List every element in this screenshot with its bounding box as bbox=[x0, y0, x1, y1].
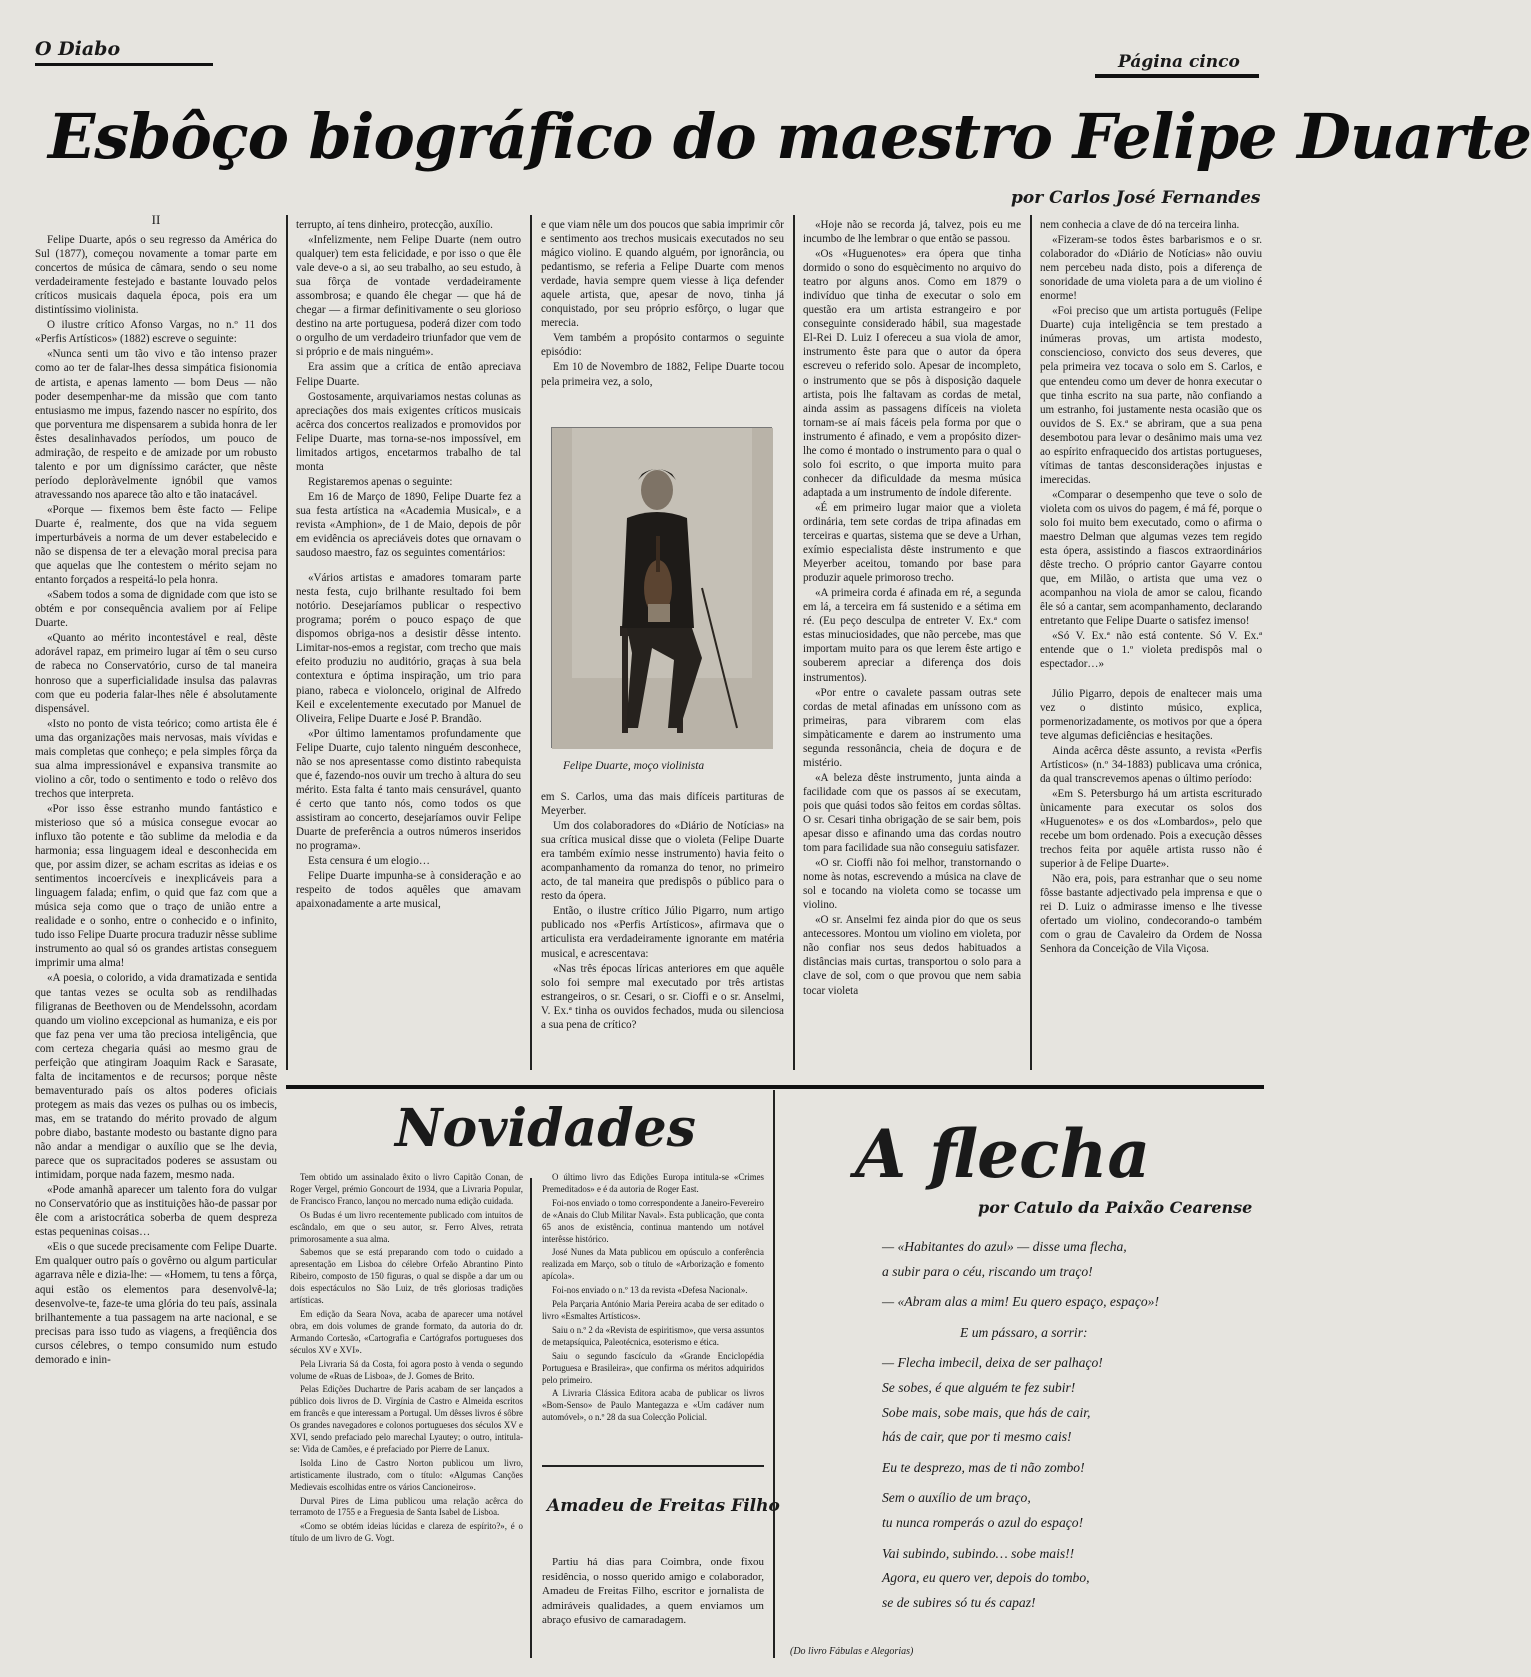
section-number: II bbox=[151, 212, 161, 227]
article-column-5 bbox=[1040, 218, 1262, 1073]
news-item: Saiu o n.º 2 da «Revista de espiritismo», que versa assuntos de metapsíquica, Paleotécnica, esoterismo e ética. bbox=[542, 1324, 764, 1347]
article-column-3-top bbox=[541, 218, 784, 438]
header-rule-left bbox=[35, 63, 213, 66]
article-paragraph: O ilustre crítico Afonso Vargas, no n.º 11 dos «Perfis Artísticos» (1882) escreve o seguinte: bbox=[35, 319, 277, 346]
column-rule bbox=[530, 215, 532, 1070]
poem-line: a subir para o céu, riscando um traço! bbox=[882, 1263, 1093, 1279]
article-paragraph: Não era, pois, para estranhar que o seu nome fôsse bastante adjectivado pela imprensa e que o rei D. Luiz o admirasse imenso e lhe tivesse ofertado um violino, condecorando-o também com o grau de Cavaleiro da Ordem de Nossa Senhora da Conceição de Vila Viçosa. bbox=[1040, 873, 1262, 956]
news-item: Foi-nos enviado o tomo correspondente a Janeiro-Fevereiro de «Anais do Club Militar Naval». Esta publicação, que conta 65 anos de existência, continua mantendo um notável interêsse histórico. bbox=[542, 1197, 764, 1244]
article-paragraph: em S. Carlos, uma das mais difíceis partituras de Meyerber. bbox=[541, 791, 784, 818]
article-paragraph: Em 10 de Novembro de 1882, Felipe Duarte tocou pela primeira vez, a solo, bbox=[541, 361, 784, 388]
poem-line: Se sobes, é que alguém te fez subir! bbox=[882, 1379, 1076, 1395]
violinist-photo bbox=[551, 427, 772, 748]
article-paragraph: Era assim que a crítica de então apreciava Felipe Duarte. bbox=[296, 361, 521, 388]
article-paragraph: «O sr. Anselmi fez ainda pior do que os seus antecessores. Montou um violino em violeta, por não confiar nos seus dedos habituados a distâncias mais curtas, transportou o solo para a clave de sol, com o que provou que nem sabia tocar violeta bbox=[803, 914, 1021, 997]
article-title: Esbôço biográfico do maestro Felipe Duarte bbox=[48, 100, 1531, 173]
news-item: Pela Parçaria António Maria Pereira acaba de ser editado o livro «Esmaltes Artísticos». bbox=[542, 1299, 764, 1321]
poem-line: — «Habitantes do azul» — disse uma flecha, bbox=[882, 1239, 1127, 1254]
article-paragraph: «Quanto ao mérito incontestável e real, dêste adorável rapaz, em primeiro lugar aí têm o seu curso de rabeca no Conservatório, curso de tal maneira honroso que a superficialidade insulsa das palavras com que eu poderia falar-lhes nêle é absolutamente dispensável. bbox=[35, 632, 277, 715]
article-column-3-bottom bbox=[541, 790, 784, 1075]
flecha-source: (Do livro Fábulas e Alegorias) bbox=[790, 1646, 914, 1657]
flecha-poem bbox=[882, 1235, 1252, 1615]
article-column-4 bbox=[803, 218, 1021, 1073]
article-paragraph: nem conhecia a clave de dó na terceira linha. bbox=[1040, 219, 1240, 231]
article-paragraph: «Por entre o cavalete passam outras sete cordas de metal afinadas em uníssono com as primeiras, para vibrarem com elas simpàticamente e darem ao instrumento uma segunda ressonância, cheia de doçura e de mistério. bbox=[803, 686, 1021, 769]
poem-line: tu nunca romperás o azul do espaço! bbox=[882, 1514, 1084, 1530]
article-paragraph: Vem também a propósito contarmos o seguinte episódio: bbox=[541, 332, 784, 359]
amadeu-title: Amadeu de Freitas Filho bbox=[547, 1496, 780, 1516]
news-item: José Nunes da Mata publicou em opúsculo a conferência realizada em Março, sob o título de «Arborização e fomento apícola». bbox=[542, 1247, 764, 1282]
article-paragraph: «Por último lamentamos profundamente que Felipe Duarte, cujo talento ninguém desconhece, não se nos apresentasse como distinto rabequista que é, fazendo-nos ouvir um trecho à altura do seu mérito. Esta falta é tanto mais censurável, quanto é certo que tanto nós, como todos os que assistiram ao concerto, desejaríamos ouvir Felipe Duarte de preferência a outros números inseridos no programa». bbox=[296, 727, 521, 853]
column-rule bbox=[530, 1178, 532, 1658]
article-paragraph: «Pode amanhã aparecer um talento fora do vulgar no Conservatório que as instituições hão-de passar por êle com a aristocrática soberba de quem despreza estas pequeninas coisas… bbox=[35, 1184, 277, 1239]
flecha-byline: por Catulo da Paixão Cearense bbox=[978, 1198, 1253, 1217]
news-item: Pela Livraria Sá da Costa, foi agora posto à venda o segundo volume de «Ruas de Lisboa», de J. Gomes de Brito. bbox=[290, 1358, 523, 1381]
flecha-title: A flecha bbox=[855, 1115, 1151, 1193]
article-byline: por Carlos José Fernandes bbox=[1011, 188, 1261, 208]
article-paragraph: «Só V. Ex.ª não está contente. Só V. Ex.ª entende que o 1.º violeta predispôs mal o espectador…» bbox=[1040, 630, 1262, 671]
poem-line: E um pássaro, a sorrir: bbox=[960, 1324, 1088, 1340]
article-paragraph: «Fizeram-se todos êstes barbarismos e o sr. colaborador do «Diário de Notícias» não ouviu nem percebeu nada disto, pois a diferença de sonoridade de uma violeta para a de um violino é enorme! bbox=[1040, 234, 1262, 303]
novidades-column-1 bbox=[290, 1172, 523, 1642]
news-item: O último livro das Edições Europa intitula-se «Crimes Premeditados» e é da autoria de Roger East. bbox=[542, 1172, 764, 1194]
news-item: Pelas Edições Duchartre de Paris acabam de ser lançados a público dois livros de D. Virgínia de Castro e Almeida escritos em francês e que interessam a Portugal. Um dêsses livros é sôbre Os grandes navegadores e colonos portugueses dos séculos XV e XVI, sendo prefaciado pelo marechal Lyautey; o outro, intitula-se: Vida de Camões, e é prefaciado por Pierre de Lanux. bbox=[290, 1384, 523, 1454]
novidades-column-2 bbox=[542, 1172, 764, 1457]
article-column-1 bbox=[35, 213, 277, 1633]
amadeu-paragraph: Partiu há dias para Coimbra, onde fixou residência, o nosso querido amigo e colaborador, Amadeu de Freitas Filho, escritor e jornalista de admiráveis qualidades, a quem enviamos um abraço efusivo de camaradagem. bbox=[542, 1556, 764, 1627]
article-paragraph: «Por isso êsse estranho mundo fantástico e misterioso que só a música consegue evocar ao influxo tão potente e tão sublime da melodia e da harmonia; essa linguagem ideal e desconhecida em que, por assim dizer, se acham escritas as ideias e os sentimentos incoercíveis e inexplicáveis para a linguagem falada; enfim, o quid que faz com que a música seja como que o traço de união entre a realidade e o sonho, entre o conhecido e o infinito, tudo isso Felipe Duarte procura traduzir nêsse sublime instrumento ao qual só os grandes artistas conseguem imprimir uma alma! bbox=[35, 802, 277, 970]
article-paragraph: «O sr. Cioffi não foi melhor, transtornando o nome às notas, escrevendo a música na clave de sol e tocando na violeta como se tocasse um violino. bbox=[803, 857, 1021, 912]
article-paragraph: «Isto no ponto de vista teórico; como artista êle é uma das organizações mais nervosas, mais vívidas e mais completas que conheço; e pela simples fôrça da sua alma impressionável e expansiva transmite ao violino a côr, todo o sentimento e todo o relêvo dos trechos que interpreta. bbox=[35, 717, 277, 800]
amadeu-text bbox=[542, 1555, 764, 1650]
news-item: A Livraria Clássica Editora acaba de publicar os livros «Bom-Senso» de Paulo Mantegazza e «Um cadáver num automóvel», o n.º 28 da sua Colecção Policial. bbox=[542, 1388, 764, 1423]
poem-line: — «Abram alas a mim! Eu quero espaço, espaço»! bbox=[882, 1294, 1159, 1310]
poem-line: Eu te desprezo, mas de ti não zombo! bbox=[882, 1459, 1085, 1475]
article-paragraph: «Foi preciso que um artista português (Felipe Duarte) cuja inteligência se tem prestado a inúmeras provas, um artista modesto, consciencioso, convicto dos seus deveres, que pela primeira vez tocava o solo em S. Carlos, e que entendeu como um dever de honra executar o que tinha escrito na sua parte, não confiando a um estranho, foi justamente nesta ocasião que os ouvidos de S. Ex.ª se abriram, que a sua pena desembotou para levar o desânimo mais uma vez ao espírito enfraquecido dos artistas portugueses, vítimas de tantas desconsiderações injustas e imerecidas. bbox=[1040, 305, 1262, 486]
article-paragraph: «A beleza dêste instrumento, junta ainda a facilidade com que os passos aí se executam, pois que quási todos são feitos em cordas sôltas. O sr. Cesari tinha obrigação de se sair bem, pois apesar disso e afinando uma das cordas noutro tom para facilidade sua não conseguiu satisfazer. bbox=[803, 771, 1021, 855]
column-rule bbox=[286, 215, 288, 1070]
news-item: Em edição da Seara Nova, acaba de aparecer uma notável obra, em dois volumes de grande formato, da autoria do dr. Armando Cortesão, «Cartografia e Cartógrafos portugueses dos séculos XV e XVI». bbox=[290, 1308, 523, 1355]
article-paragraph: Então, o ilustre crítico Júlio Pigarro, num artigo publicado nos «Perfis Artísticos», afirmava que o articulista era verdadeiramente ignorante em matéria musical, e acrescentava: bbox=[541, 905, 784, 960]
poem-line: hás de cair, que por ti mesmo cais! bbox=[882, 1429, 1072, 1445]
novidades-title: Novidades bbox=[395, 1098, 696, 1159]
article-paragraph: «É em primeiro lugar maior que a violeta ordinária, tem sete cordas de tripa afinadas em terceiras e quartas, sistema que se deve a Urhan, exímio especialista dêste instrumento e que Meyerber aceitou, tomando por base para produzir aquele primoroso trecho. bbox=[803, 501, 1021, 585]
article-paragraph: «Porque — fixemos bem êste facto — Felipe Duarte é, realmente, dos que na vida seguem imperturbáveis a norma de um dever estabelecido e não se dispensa de ter a elevação moral precisa para que aquelas que lhe contestem o mérito sejam no entanto forçados a respeitá-lo pela honra. bbox=[35, 503, 277, 587]
article-paragraph: «Eis o que sucede precisamente com Felipe Duarte. Em qualquer outro país o govêrno ou algum particular agarrava nêle e dizia-lhe: — «Homem, tu tens a fôrça, aqui estão os elementos para desenvolvê-la; desenvolve-te, faze-te uma glória do teu país, assinala brilhantemente a tua passagem na arte nacional, e se precisas para isso tudo as viagens, a freqüência dos cursos célebres, o tempo consumido num estudo demorado e inin- bbox=[35, 1241, 277, 1366]
poem-line: se de subires só tu és capaz! bbox=[882, 1594, 1036, 1610]
article-paragraph: Júlio Pigarro, depois de enaltecer mais uma vez o distinto músico, explica, pormenorizadamente, os motivos por que a ópera teve algumas deficiências e hesitações. bbox=[1040, 687, 1262, 742]
article-paragraph: «Nas três épocas líricas anteriores em que aquêle solo foi sempre mal executado por três artistas estrangeiros, o sr. Cesari, o sr. Cioffi e o sr. Anselmi, V. Ex.ª tinha os ouvidos fechados, muda ou silenciosa a sua pena de crítico? bbox=[541, 962, 784, 1031]
amadeu-rule bbox=[542, 1465, 764, 1467]
article-paragraph: «Sabem todos a soma de dignidade com que isto se obtém e por consequência avaliem por aí Felipe Duarte. bbox=[35, 589, 277, 630]
poem-line: Agora, eu quero ver, depois do tombo, bbox=[882, 1570, 1090, 1586]
poem-line: — Flecha imbecil, deixa de ser palhaço! bbox=[882, 1355, 1103, 1371]
article-paragraph: «Os «Huguenotes» era ópera que tinha dormido o sono do esquècimento no arquivo do teatro por alguns anos. Como em 1879 o indivíduo que tinha de executar o solo em questão era um artista estrangeiro e por conseguinte considerado hábil, sua magestade El-Rei D. Luiz I ofereceu a sua viola de amor, instrumento êste para que o autor da ópera escreveu o referido solo. Apesar de incompleto, o instrumento que se pôs à disposição daquele artista, pois lhe faltavam as cordas de metal, ainda assim as passagens difíceis na violeta tornam-se aí mais fáceis pela forma por que o instrumento é afinado, e vem a propósito dizer-lhe como é montado o instrumento para o qual o solo foi escrito, o que importa muito para conhecer da dificuldade da mesma música adaptada a um instrumento de índole diferente. bbox=[803, 248, 1021, 499]
article-paragraph: «Em S. Petersburgo há um artista escriturado ùnicamente para executar os solos dos «Huguenotes» e os dos «Lombardos», pelo que recebe um bom ordenado. Pois a execução dêsses trechos feita por aquêle artista russo não é superior à de Felipe Duarte». bbox=[1040, 787, 1262, 871]
news-item: «Como se obtém ideias lúcidas e clareza de espírito?», é o título de um livro de G. Vogt. bbox=[290, 1521, 523, 1544]
column-rule bbox=[773, 1090, 775, 1658]
article-paragraph: Felipe Duarte impunha-se à consideração e ao respeito de todos aquêles que amavam apaixonadamente a arte musical, bbox=[296, 870, 521, 911]
news-item: Tem obtido um assinalado êxito o livro Capitão Conan, de Roger Vergel, prémio Goncourt de 1934, que a Livraria Popular, de Francisco Franco, lançou no mercado numa edição cuidada. bbox=[290, 1172, 523, 1206]
column-rule bbox=[793, 215, 795, 1070]
article-paragraph: «Infelizmente, nem Felipe Duarte (nem outro qualquer) tem esta felicidade, e por isso o que êle vale deve-o a si, ao seu trabalho, ao seu estudo, à sua fôrça de vontade verdadeiramente assombrosa; e quando êle chegar — que há de chegar — a firmar definitivamente o seu glorioso destino na arte portuguesa, poderá dizer com todo o orgulho de um verdadeiro triunfador que vem de si próprio e de mais ninguém». bbox=[296, 234, 521, 359]
page-number-label: Página cinco bbox=[1118, 52, 1240, 72]
news-item: Foi-nos enviado o n.º 13 da revista «Defesa Nacional». bbox=[552, 1285, 748, 1296]
poem-line: Vai subindo, subindo… sobe mais!! bbox=[882, 1545, 1075, 1561]
article-paragraph: «Vários artistas e amadores tomaram parte nesta festa, cujo brilhante resultado foi bem notório. Desejaríamos publicar o respectivo programa; porém o pouco espaço de que dispomos obriga-nos a desistir dêsse intento. Limitar-nos-emos a registar, com trecho que mais efeito produziu no auditório, graças à sua bela contextura e óptima inspiração, um trio para piano, rabeca e violoncelo, original de Alfredo Keil e excelentemente executado por Manuel de Oliveira, Felipe Duarte e José P. Brandão. bbox=[296, 572, 521, 725]
news-item: Durval Pires de Lima publicou uma relação acêrca do terramoto de 1755 e a Freguesia de Santa Isabel de Lisboa. bbox=[290, 1495, 523, 1518]
article-paragraph: Esta censura é um elogio… bbox=[308, 855, 430, 868]
article-paragraph: «A primeira corda é afinada em ré, a segunda em lá, a terceira em fá sustenido e a sétima em ré. (Eu peço desculpa de entreter V. Ex.ª com estas minuciosidades, que não percebe, mas que importam muito para os que lerem êste artigo e souberem apreciar a diferença dos dois instrumentos). bbox=[803, 587, 1021, 684]
article-paragraph: «Comparar o desempenho que teve o solo de violeta com os uivos do pagem, é má fé, porque o solo foi muito bem executado, como o afirma o maestro Delman que algumas vezes tem regido esta ópera, assistindo a fiascos extraordinários dêste trecho. O próprio cantor Gayarre contou que, em Milão, o artista que uma vez o acompanhou na viola de amor se calou, ficando êle só a cantar, sem acompanhamento, declarando entretanto que Felipe Duarte o satisfez imenso! bbox=[1040, 488, 1262, 628]
article-paragraph: Ainda acêrca dêste assunto, a revista «Perfis Artísticos» (n.º 34-1883) publicava uma crónica, da qual transcrevemos apenas o último período: bbox=[1040, 744, 1262, 785]
photo-caption: Felipe Duarte, moço violinista bbox=[563, 760, 705, 772]
column-rule bbox=[1030, 215, 1032, 1070]
article-paragraph: e que viam nêle um dos poucos que sabia imprimir côr e sentimento aos trechos musicais executados no seu mágico violino. E quando alguém, por ignorância, ou pedantismo, se referia a Felipe Duarte com menos verdade, havia sempre quem viesse à liça defender aquele artista, que, apesar de novo, tinha já conquistado, por seu próprio esfôrço, o lugar que merecia. bbox=[541, 219, 784, 330]
news-item: Os Budas é um livro recentemente publicado com intuitos de escândalo, em que o seu autor, sr. Ferro Alves, retrata primorosamente a sua alma. bbox=[290, 1209, 523, 1244]
article-paragraph: Gostosamente, arquivariamos nestas colunas as apreciações dos mais exigentes críticos musicais acêrca dos concertos realizados e promovidos por Felipe Duarte, mas torna-se-nos impossível, em limitados artigos, encetarmos trabalho de tal monta bbox=[296, 390, 521, 473]
violinist-figure-icon bbox=[552, 428, 773, 749]
article-paragraph: Felipe Duarte, após o seu regresso da América do Sul (1877), começou novamente a tomar parte em concertos de música de câmara, sendo o seu nome verdadeiramente festejado e bastante louvado pelos críticos musicais daquela época, pois era um distintíssimo violinista. bbox=[35, 234, 277, 317]
article-paragraph: «A poesia, o colorido, a vida dramatizada e sentida que tantas vezes se oculta sob as rendilhadas filigranas de Beethoven ou de Mendelssohn, acordam quando um violino excepcional as humaniza, e eis por que faz pena ver uma tão preciosa inteligência, que com certeza chegaria quási ao mesmo grau de perfeição que atingiram Joaquim Rack e Sarasate, falta de incitamentos e de recursos; porque nêste bemaventurado país os altos poderes oficiais protegem as mais das vezes os pulhas ou os imbecis, mas, em se tratando do mérito provado de algum pobre diabo, bastante modesto ou bastante digno para não andar a mendigar o auxílio que se lhe devia, parece que os supracitados poderes se assustam ou intimidam, porque nada fazem, mesmo nada. bbox=[35, 972, 277, 1182]
article-column-2 bbox=[296, 218, 521, 1073]
article-paragraph: Em 16 de Março de 1890, Felipe Duarte fez a sua festa artística na «Academia Musical», e a revista «Amphion», de 1 de Maio, depois de pôr em evidência os apreciáveis dotes que ornavam o saudoso maestro, faz os seguintes comentários: bbox=[296, 490, 521, 560]
article-paragraph: «Hoje não se recorda já, talvez, pois eu me incumbo de lhe lembrar o que então se passou. bbox=[803, 219, 1021, 246]
section-divider bbox=[286, 1085, 1264, 1089]
poem-line: Sem o auxílio de um braço, bbox=[882, 1490, 1031, 1506]
article-paragraph: Um dos colaboradores do «Diário de Notícias» na sua crítica musical disse que o violeta (Felipe Duarte era também exímio nesse instrumento) havia feito o acompanhamento da romanza do tenor, no primeiro acto, de tal maneira que predispôs o público para o resto da ópera. bbox=[541, 820, 784, 903]
article-paragraph: terrupto, aí tens dinheiro, protecção, auxílio. bbox=[296, 219, 493, 231]
masthead-left: O Diabo bbox=[35, 38, 121, 60]
news-item: Sabemos que se está preparando com todo o cuidado a apresentação em Lisboa do célebre Orfeão Abrantino Pinto Ribeiro, composto de 150 figuras, o qual se dispõe a dar um ou dois espectáculos no São Luiz, de três gloriosas tradições artísticas. bbox=[290, 1247, 523, 1306]
article-paragraph: Registaremos apenas o seguinte: bbox=[308, 475, 453, 488]
article-paragraph: «Nunca senti um tão vivo e tão intenso prazer como ao ter de falar-lhes dessa simpática fisionomia de artista, e apenas lamento — bom Deus — não poder desempenhar-me da missão que com tanto entusiasmo me impus, fazendo nascer no espírito, dos que porventura me dispensarem a subida honra de ler êstes desalinhavados períodos, um pouco de admiração, de respeito e de amizade por um robusto talento e por um digníssimo carácter, que nêste período deploràvelmente ignóbil que vamos atravessando nos aparece tão alto e tão inatacável. bbox=[35, 348, 277, 501]
header-rule-right bbox=[1095, 74, 1259, 78]
news-item: Saiu o segundo fascículo da «Grande Enciclopédia Portuguesa e Brasileira», que confirma os méritos adquiridos pelo primeiro. bbox=[542, 1350, 764, 1385]
news-item: Isolda Lino de Castro Norton publicou um livro, artisticamente ilustrado, com o título: «Algumas Canções Medievais escolhidas entre os vários Cancioneiros». bbox=[290, 1457, 523, 1492]
poem-line: Sobe mais, sobe mais, que hás de cair, bbox=[882, 1404, 1091, 1420]
